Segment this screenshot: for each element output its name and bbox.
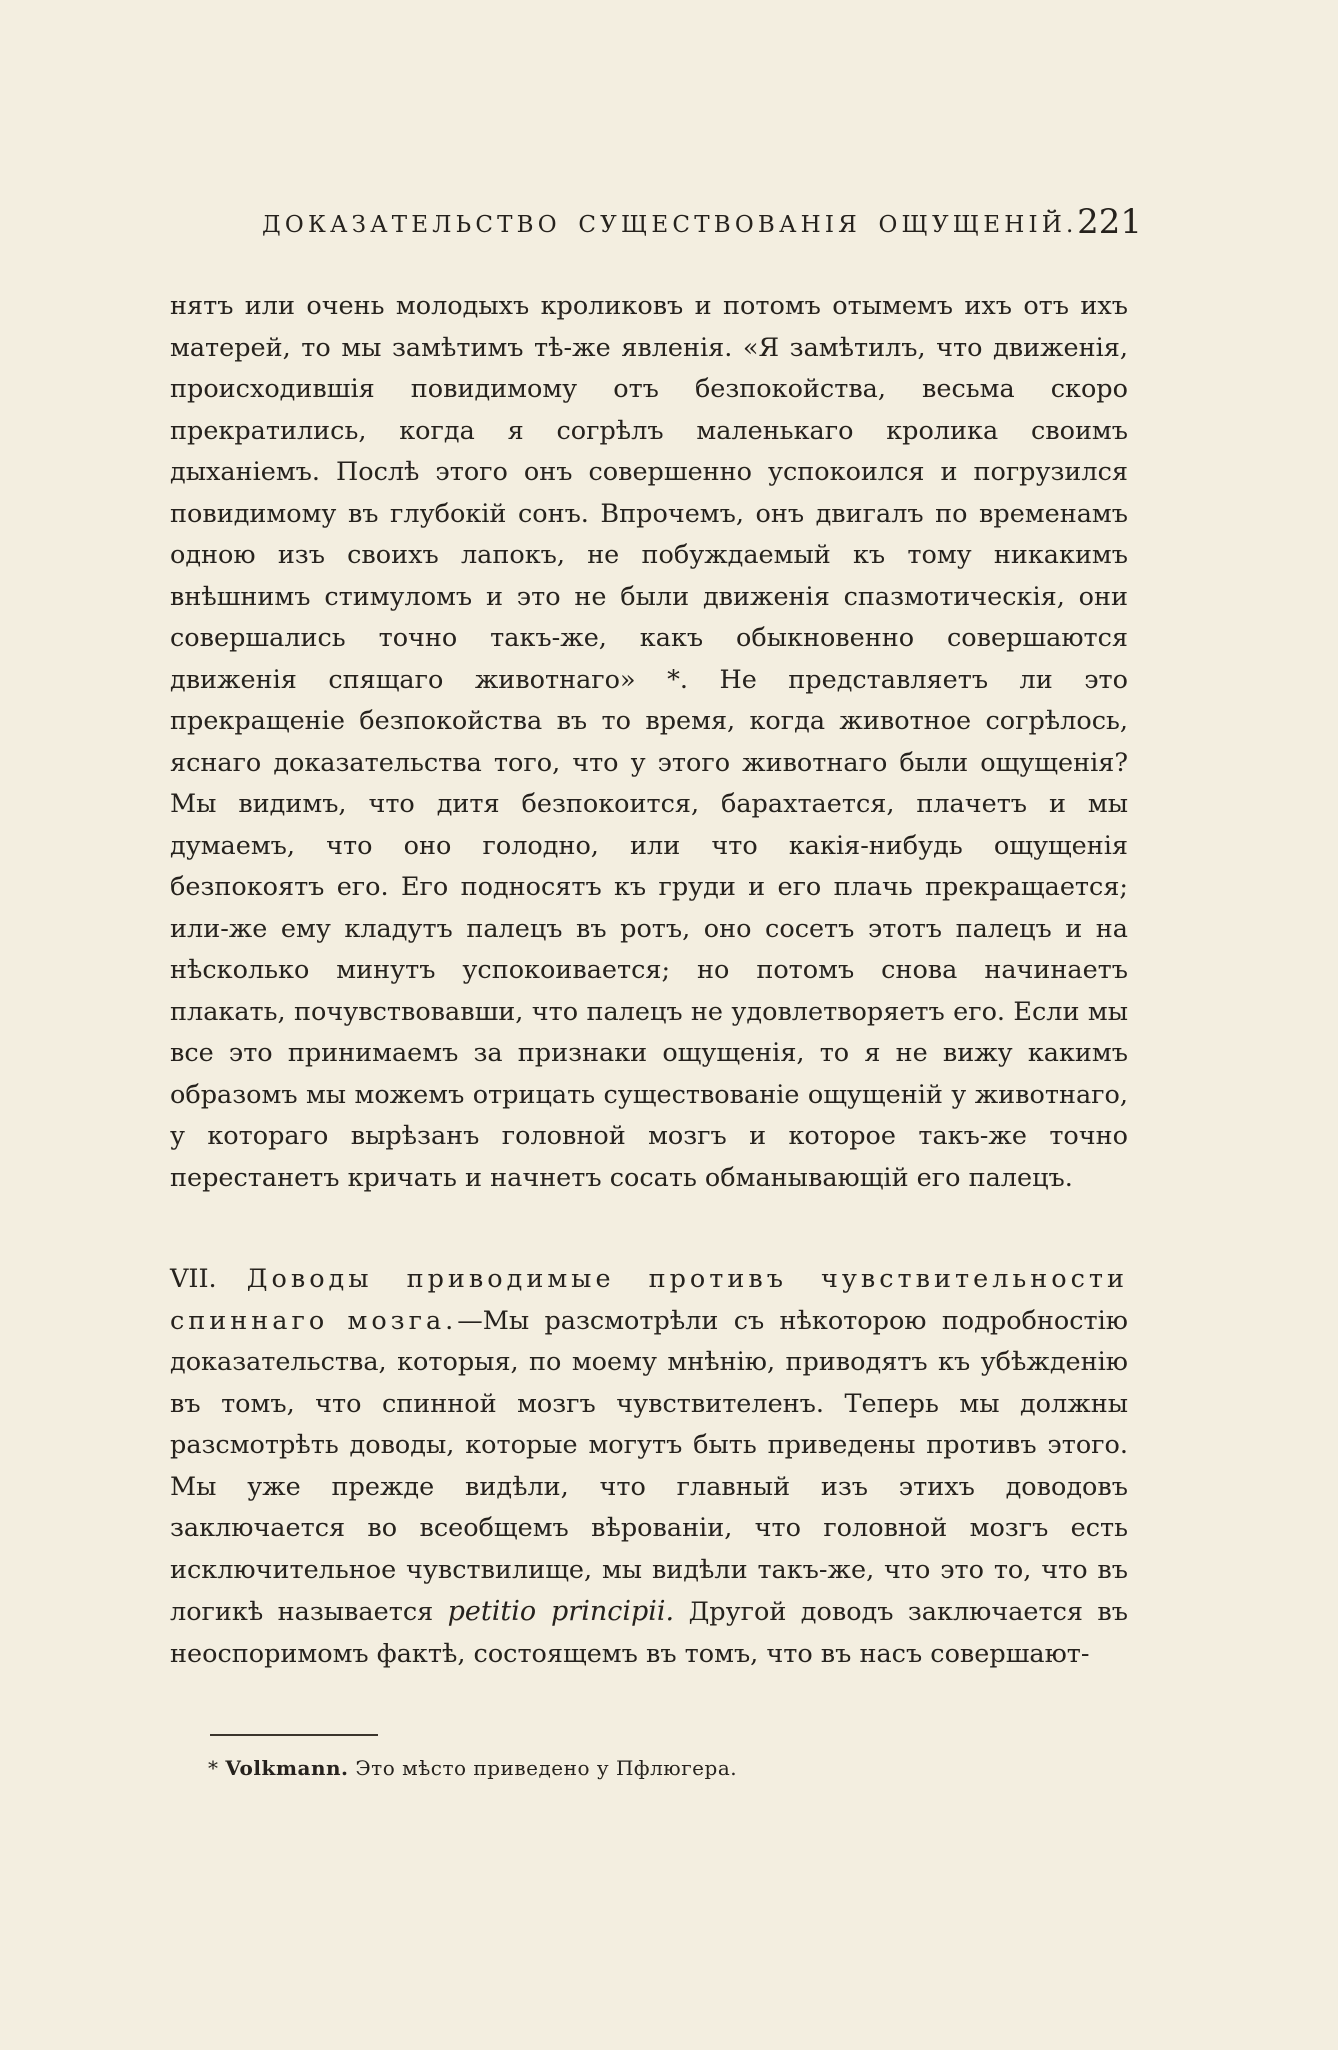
page-header bbox=[262, 202, 1142, 256]
paragraph-2 bbox=[170, 1259, 1128, 1675]
section-heading: Доводы приводимые противъ чувствительности спиннаго мозга. bbox=[170, 1264, 1129, 1336]
paragraph-2-text-a: —Мы разсмотрѣли съ нѣкоторою подробностію доказательства, которыя, по моему мнѣнію, приводятъ къ убѣжденію въ томъ, что спинной мозгъ чувствителенъ. Теперь мы должны разсмотрѣть доводы, которые могутъ быть приведены противъ этого. Мы уже прежде видѣли, что главный изъ этихъ доводовъ заключается во всеобщемъ вѣрованіи, что головной мозгъ есть исключительное чувствилище, мы видѣли такъ-же, что это то, что въ логикѣ называется bbox=[170, 1305, 1128, 1627]
body-text bbox=[170, 286, 1128, 1675]
latin-phrase: petitio principii. bbox=[447, 1596, 675, 1627]
footnote-marker: * bbox=[208, 1756, 219, 1780]
footnote bbox=[208, 1756, 737, 1780]
footnote-rule bbox=[210, 1734, 378, 1736]
footnote-text: Это мѣсто приведено у Пфлюгера. bbox=[355, 1756, 738, 1780]
page-number: 221 bbox=[1077, 202, 1142, 242]
running-head: ДОКАЗАТЕЛЬСТВО СУЩЕСТВОВАНІЯ ОЩУЩЕНІЙ. bbox=[262, 212, 1078, 238]
section-number: VII. bbox=[170, 1264, 217, 1294]
paragraph-2-text-b: Другой доводъ заключается въ неоспоримомъ фактѣ, состоящемъ въ томъ, что въ насъ совершают- bbox=[170, 1597, 1128, 1669]
paragraph-1: нятъ или очень молодыхъ кроликовъ и потомъ отымемъ ихъ отъ ихъ матерей, то мы замѣтимъ тѣ-же явленія. «Я замѣтилъ, что движенія, происходившія повидимому отъ безпокойства, весьма скоро прекратились, когда я согрѣлъ маленькаго кролика своимъ дыханіемъ. Послѣ этого онъ совершенно успокоился и погрузился повидимому въ глубокій сонъ. Впрочемъ, онъ двигалъ по временамъ одною изъ своихъ лапокъ, не побуждаемый къ тому никакимъ внѣшнимъ стимуломъ и это не были движенія спазмотическія, они совершались точно такъ-же, какъ обыкновенно совершаются движенія спящаго животнаго» *. Не представляетъ ли это прекращеніе безпокойства въ то время, когда животное согрѣлось, яснаго доказательства того, что у этого животнаго были ощущенія? Мы видимъ, что дитя безпокоится, барахтается, плачетъ и мы думаемъ, что оно голодно, или что какія-нибудь ощущенія безпокоятъ его. Его подносятъ къ груди и его плачь прекращается; или-же ему кладутъ палецъ въ ротъ, оно сосетъ этотъ палецъ и на нѣсколько минутъ успокоивается; но потомъ снова начинаетъ плакать, почувствовавши, что палецъ не удовлетворяетъ его. Если мы все это принимаемъ за признаки ощущенія, то я не вижу какимъ образомъ мы можемъ отрицать существованіе ощущеній у животнаго, у котораго вырѣзанъ головной мозгъ и которое такъ-же точно перестанетъ кричать и начнетъ сосать обманывающій его палецъ. bbox=[170, 291, 1128, 1193]
footnote-author: Volkmann. bbox=[225, 1756, 349, 1780]
